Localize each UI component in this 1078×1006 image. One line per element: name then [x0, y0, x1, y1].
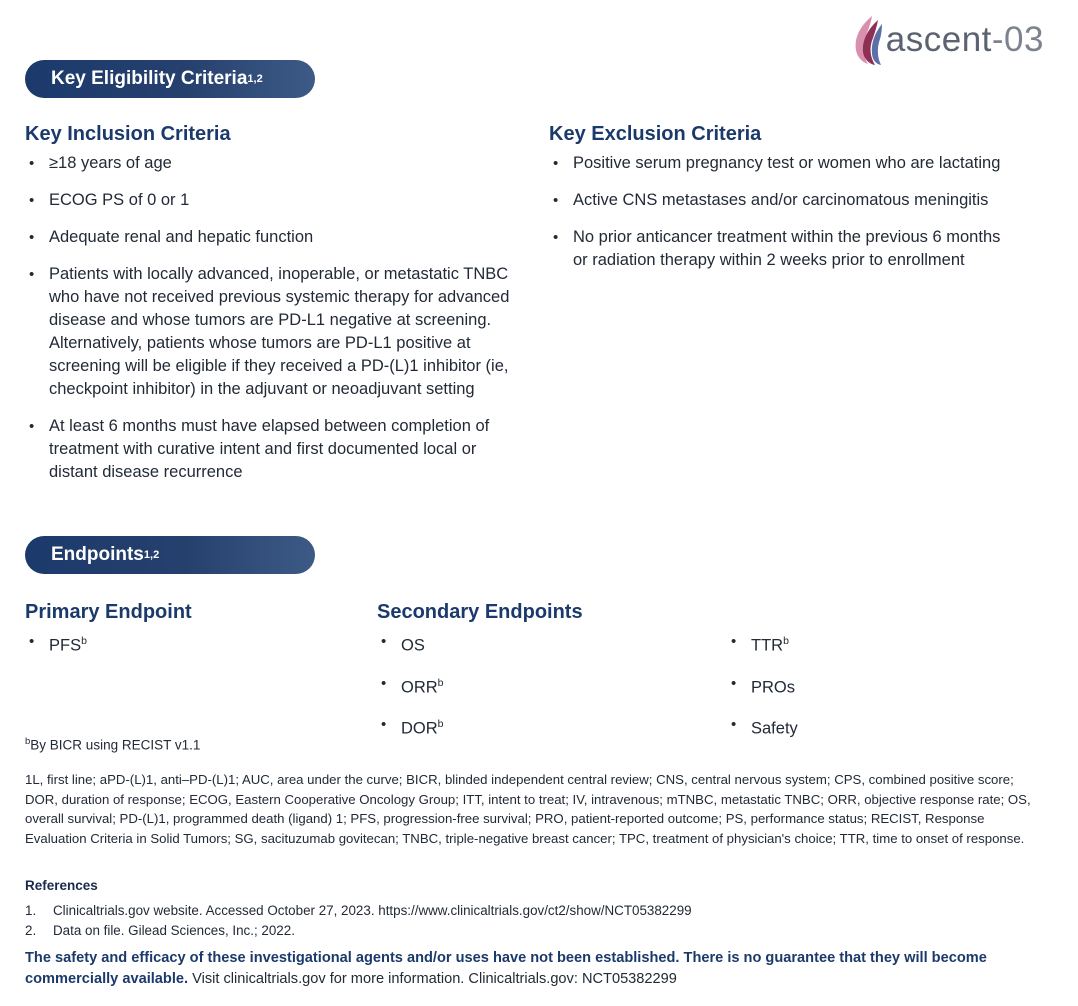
- list-item: • ≥18 years of age: [25, 152, 525, 175]
- safety-disclaimer: [25, 948, 1055, 990]
- endpoint-label: ORR: [401, 678, 438, 696]
- endpoint-label: OS: [401, 636, 425, 655]
- list-item: • Positive serum pregnancy test or women who are lactating: [549, 152, 1019, 175]
- heading-key-exclusion-criteria: Key Exclusion Criteria: [549, 123, 762, 145]
- reference-text: Clinicaltrials.gov website. Accessed October 27, 2023. https://www.clinicaltrials.gov/ct2/show/NCT05382299: [53, 903, 692, 918]
- endpoint-sup: b: [437, 718, 444, 730]
- list-primary-endpoints: [25, 630, 325, 672]
- endpoint-label: PFS: [49, 636, 82, 655]
- list-item: • No prior anticancer treatment within the previous 6 months or radiation therapy within 2 weeks prior to enrollment: [549, 226, 1019, 272]
- section-title-endpoints-sup: 1,2: [143, 549, 160, 561]
- endpoint-label: Safety: [751, 719, 798, 738]
- list-secondary-endpoints-column-b: [727, 630, 1007, 755]
- endpoint-sup: b: [81, 635, 87, 647]
- list-item: • Active CNS metastases and/or carcinomatous meningitis: [549, 189, 1019, 212]
- list-item: [377, 713, 657, 741]
- list-item: [727, 630, 1007, 658]
- footnote-b-marker: b: [25, 736, 31, 747]
- list-item: • Patients with locally advanced, inoperable, or metastatic TNBC who have not received previous systemic therapy for advanced disease and whose tumors are PD-L1 negative at screening. Alternatively, patients whose tumors are PD-L1 positive at screening will be eligible if they received a PD-(L)1 inhibitor (ie, checkpoint inhibitor) in the adjuvant or neoadjuvant setting: [25, 263, 525, 401]
- footnote-b-text: By BICR using RECIST v1.1: [30, 737, 201, 753]
- list-exclusion-criteria: [549, 152, 1019, 286]
- list-item: [25, 921, 1025, 941]
- list-item: [25, 901, 1025, 921]
- logo-wordmark: [886, 20, 1044, 60]
- reference-number: 2.: [25, 923, 37, 938]
- references-heading: References: [25, 878, 98, 893]
- heading-secondary-endpoints: Secondary Endpoints: [377, 601, 583, 623]
- endpoint-label: PROs: [751, 678, 796, 696]
- list-item: [727, 713, 1007, 741]
- heading-primary-endpoint: Primary Endpoint: [25, 601, 192, 623]
- list-item: [377, 672, 657, 700]
- endpoint-sup: b: [783, 635, 789, 647]
- list-item: [727, 672, 1007, 700]
- section-title-endpoints: Endpoints: [51, 544, 144, 565]
- logo-suffix: -03: [991, 20, 1044, 59]
- section-banner-eligibility: [25, 60, 315, 98]
- ascent-flame-icon: [850, 14, 884, 66]
- logo-name: ascent: [885, 20, 992, 59]
- abbreviations-list: 1L, first line; aPD-(L)1, anti–PD-(L)1; AUC, area under the curve; BICR, blinded independent central review; CNS, central nervous system; CPS, combined positive score; DOR, duration of response; ECOG, Eastern Cooperative Oncology Group; ITT, intent to treat; IV, intravenous; mTNBC, metastatic TNBC; ORR, objective response rate; OS, overall survival; PD-(L)1, programmed death (ligand) 1; PFS, progression-free survival; PRO, patient-reported outcome; PS, performance status; RECIST, Response Evaluation Criteria in Solid Tumors; SG, sacituzumab govitecan; TNBC, triple-negative breast cancer; TPC, treatment of physician's choice; TTR, time to onset of response.: [25, 772, 1031, 846]
- references-list: [25, 901, 1025, 941]
- endpoint-label: TTR: [751, 636, 784, 655]
- list-item: [25, 630, 325, 658]
- endpoint-label: DOR: [401, 719, 438, 738]
- list-item: • ECOG PS of 0 or 1: [25, 189, 525, 212]
- footnote-b: [25, 736, 200, 753]
- list-item: • Adequate renal and hepatic function: [25, 226, 525, 249]
- list-item: • At least 6 months must have elapsed between completion of treatment with curative intent and first documented local or distant disease recurrence: [25, 415, 525, 484]
- list-secondary-endpoints-column-a: [377, 630, 657, 755]
- endpoint-sup: b: [437, 676, 444, 689]
- ascent-03-logo: [850, 14, 1044, 66]
- section-title-eligibility: Key Eligibility Criteria: [51, 68, 248, 89]
- disclaimer-normal-text: Visit clinicaltrials.gov for more information. Clinicaltrials.gov: NCT05382299: [188, 971, 677, 987]
- reference-text: Data on file. Gilead Sciences, Inc.; 2022.: [53, 923, 295, 938]
- heading-key-inclusion-criteria: Key Inclusion Criteria: [25, 123, 231, 145]
- section-title-eligibility-sup: 1,2: [247, 73, 263, 85]
- list-inclusion-criteria: [25, 152, 525, 498]
- disclaimer-bold-text: The safety and efficacy of these investigational agents and/or uses have not been established. There is no guarantee that they will become commercially available.: [25, 950, 987, 987]
- reference-number: 1.: [25, 903, 37, 918]
- section-banner-endpoints: [25, 536, 315, 574]
- list-item: [377, 630, 657, 658]
